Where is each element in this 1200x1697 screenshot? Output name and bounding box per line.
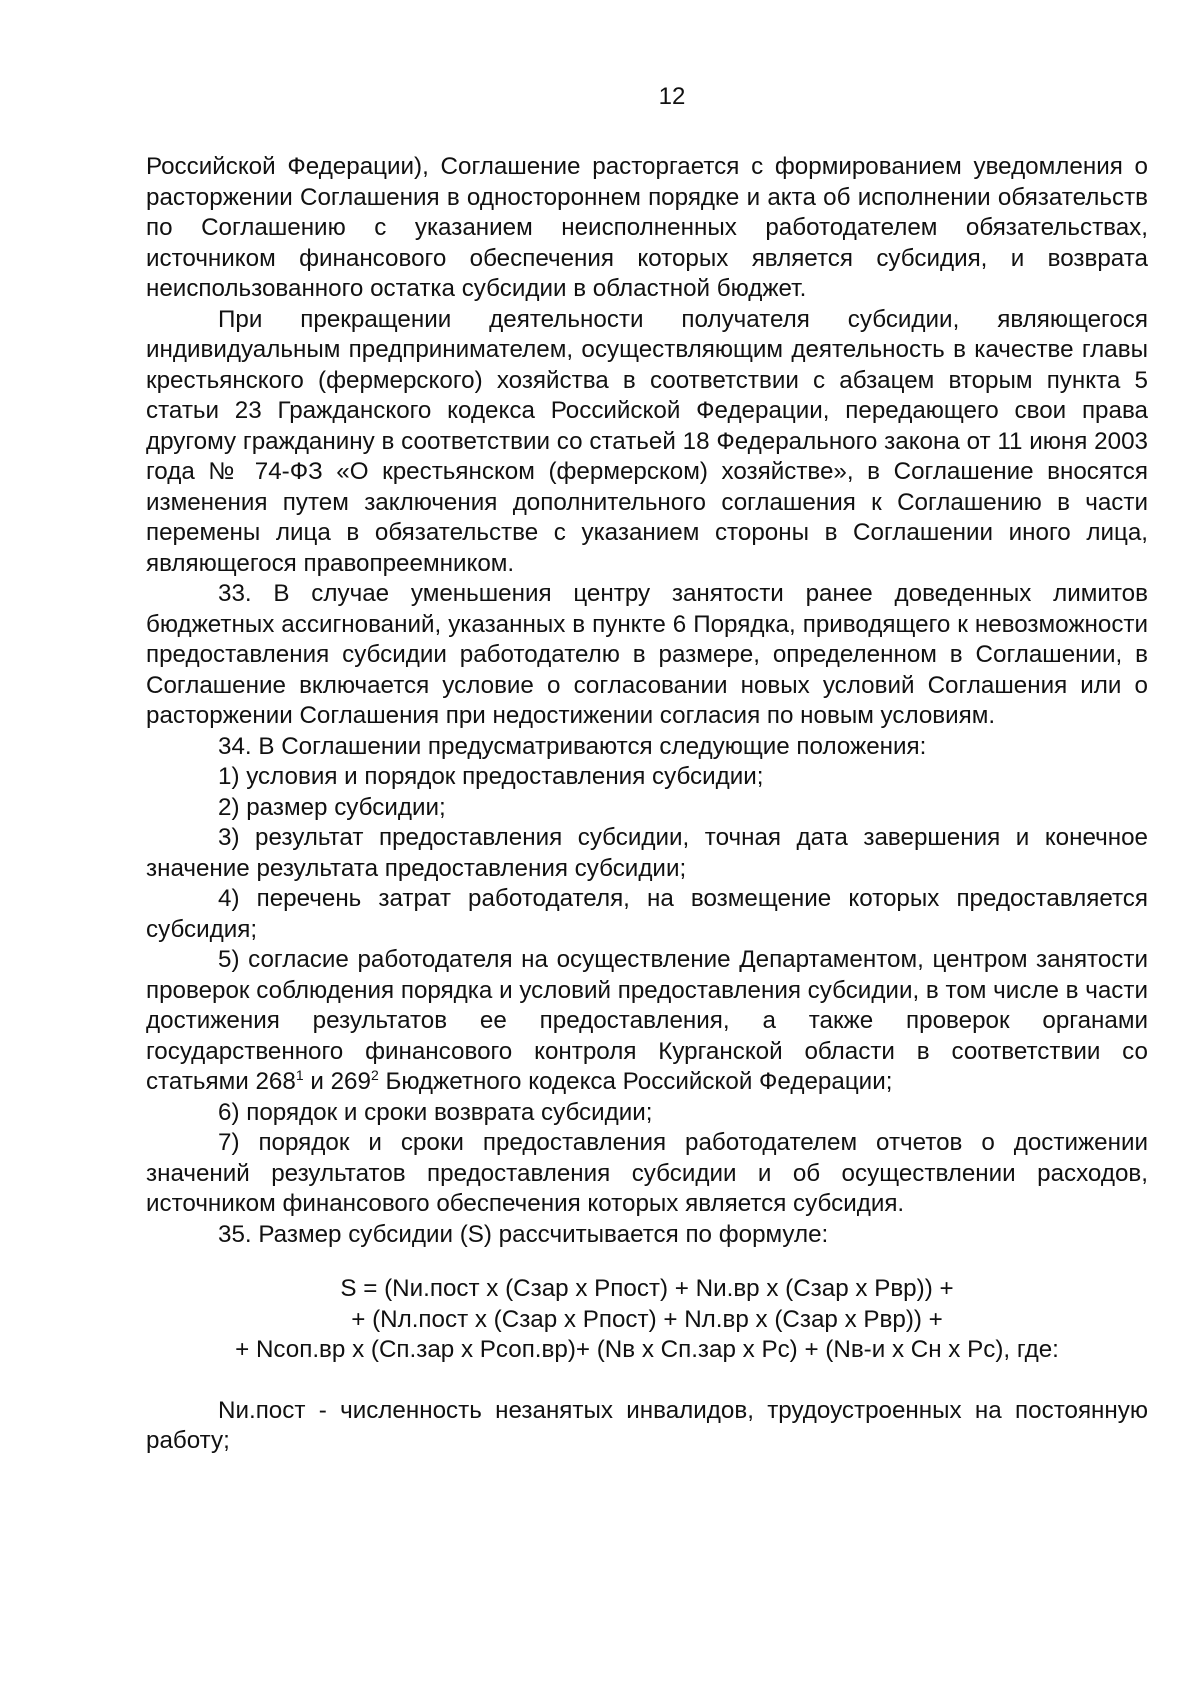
subsidy-formula xyxy=(146,1274,1148,1366)
list-item-4: 4) перечень затрат работодателя, на возмещение которых предоставляется субсидия; xyxy=(146,885,1148,943)
document-body xyxy=(146,152,1148,1457)
definition-ni-post: Nи.пост - численность незанятых инвалидов, трудоустроенных на постоянную работу; xyxy=(146,1396,1148,1454)
formula-line-1: S = (Nи.пост x (Сзар x Рпост) + Nи.вр x (Сзар x Рвр)) + xyxy=(340,1275,954,1302)
page-number: 12 xyxy=(658,83,686,110)
paragraph-35: 35. Размер субсидии (S) рассчитывается по формуле: xyxy=(218,1220,829,1248)
list-item-5-text-c: Бюджетного кодекса Российской Федерации; xyxy=(378,1068,893,1095)
formula-line-2: + (Nл.пост x (Сзар x Рпост) + Nл.вр x (Сзар x Рвр)) + xyxy=(351,1305,943,1333)
paragraph-33: 33. В случае уменьшения центру занятости ранее доведенных лимитов бюджетных ассигнований, указанных в пункте 6 Порядка, приводящего к невозможности предоставления субсидии работодателю в размере, определенном в Соглашении, в Соглашение включается условие о согласовании новых условий Соглашения или о расторжении Соглашения при недостижении согласия по новым условиям. xyxy=(146,580,1148,729)
list-item-5 xyxy=(146,945,1148,1098)
paragraph-farm-succession: При прекращении деятельности получателя субсидии, являющегося индивидуальным предпринимателем, осуществляющим деятельность в качестве главы крестьянского (фермерского) хозяйства в соответствии с абзацем вторым пункта 5 статьи 23 Гражданского кодекса Российской Федерации, передающего свои права другому гражданину в соответствии со статьей 18 Федерального закона от 11 июня 2003 года № 74-ФЗ «О крестьянском (фермерском) хозяйстве», в Соглашение вносятся изменения путем заключения дополнительного соглашения к Соглашению в части перемены лица в обязательстве с указанием стороны в Соглашении иного лица, являющегося правопреемником. xyxy=(146,305,1148,577)
list-item-2: 2) размер субсидии; xyxy=(218,793,446,821)
formula-line-3: + Nсоп.вр x (Сп.зар x Рсоп.вр)+ (Nв x Сп.зар x Рс) + (Nв-и x Сн x Рс), где: xyxy=(235,1336,1059,1363)
list-item-5-text-b: и 269 xyxy=(303,1068,371,1095)
list-item-5-text-a: 5) согласие работодателя на осуществление Департаментом, центром занятости проверок соблюдения порядка и условий предоставления субсидии, в том числе в части достижения результатов ее предоставления, а также проверок органами государственного финансового контроля Курганской области в соответствии со статьями 268 xyxy=(146,946,1148,1095)
list-item-7: 7) порядок и сроки предоставления работодателем отчетов о достижении значений результатов предоставления субсидии и об осуществлении расходов, источником финансового обеспечения которых является субсидия. xyxy=(146,1129,1148,1217)
superscript-2: 2 xyxy=(370,1067,379,1083)
superscript-1: 1 xyxy=(295,1067,304,1083)
paragraph-34: 34. В Соглашении предусматриваются следующие положения: xyxy=(218,732,927,760)
list-item-3: 3) результат предоставления субсидии, точная дата завершения и конечное значение результата предоставления субсидии; xyxy=(146,824,1148,882)
paragraph-continuation: Российской Федерации), Соглашение расторгается с формированием уведомления о расторжении Соглашения в одностороннем порядке и акта об исполнении обязательств по Соглашению с указанием неисполненных работодателем обязательствах, источником финансового обеспечения которых является субсидия, и возврата неиспользованного остатка субсидии в областной бюджет. xyxy=(146,153,1148,302)
list-item-1: 1) условия и порядок предоставления субсидии; xyxy=(218,763,764,790)
list-item-6: 6) порядок и сроки возврата субсидии; xyxy=(218,1098,653,1126)
